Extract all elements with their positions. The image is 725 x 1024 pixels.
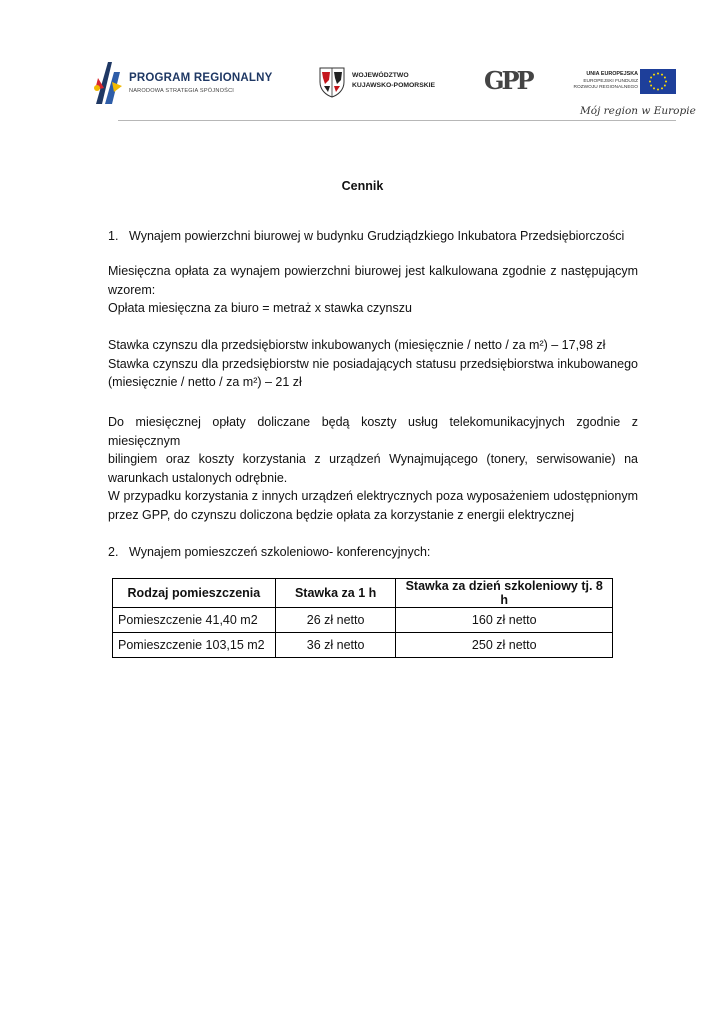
section-1-number: 1. [108,229,119,243]
column-header-room-type: Rodzaj pomieszczenia [113,579,276,608]
coat-of-arms-icon [318,66,346,98]
eu-logo-line3: ROZWOJU REGIONALNEGO [573,85,638,90]
eu-logo [572,68,676,98]
region-name-line2: KUJAWSKO-POMORSKIE [352,82,436,89]
column-header-hourly-rate: Stawka za 1 h [275,579,396,608]
section-1-title: Wynajem powierzchni biurowej w budynku Grudziądzkiego Inkubatora Przedsiębiorczości [129,229,625,243]
eu-logo-line2: EUROPEJSKI FUNDUSZ [583,79,638,84]
rates-line-2: Stawka czynszu dla przedsiębiorstw nie posiadających statusu przedsiębiorstwa inkubowanego [108,356,638,371]
section-2-number: 2. [108,545,119,559]
costs-line-2: bilingiem oraz koszty korzystania z urządzeń Wynajmującego (tonery, serwisowanie) na [108,452,638,466]
section-2-heading [108,545,430,559]
costs-paragraph [108,413,638,524]
formula-line-2: wzorem: [108,282,156,297]
program-regionalny-logo [92,60,272,106]
daily-rate-cell: 160 zł netto [396,608,613,633]
costs-line-5: przez GPP, do czynszu doliczona będzie opłata za korzystanie z energii elektrycznej [108,507,574,522]
costs-line-3: warunkach ustalonych odrębnie. [108,470,288,485]
rates-paragraph [108,336,638,392]
table-row [113,633,613,658]
kujawsko-pomorskie-logo [318,66,448,100]
hourly-rate-cell: 26 zł netto [275,608,396,633]
formula-paragraph [108,262,638,318]
column-header-daily-rate: Stawka za dzień szkoleniowy tj. 8 h [396,579,613,608]
room-type-cell: Pomieszczenie 41,40 m2 [113,608,276,633]
daily-rate-cell: 250 zł netto [396,633,613,658]
gpp-logo [484,66,532,96]
rates-line-1: Stawka czynszu dla przedsiębiorstw inkubowanych (miesięcznie / netto / za m²) – 17,98 zł [108,338,606,352]
room-type-cell: Pomieszczenie 103,15 m2 [113,633,276,658]
section-1-heading [108,229,624,243]
document-title: Cennik [341,179,384,193]
eu-logo-line1: UNIA EUROPEJSKA [586,71,638,77]
formula-line-3: Opłata miesięczna za biuro = metraż x stawka czynszu [108,301,412,315]
region-motto: Mój region w Europie [580,105,696,117]
costs-line-4: W przypadku korzystania z innych urządzeń elektrycznych poza wyposażeniem udostępnionym [108,489,638,503]
region-name-line1: WOJEWÓDZTWO [352,72,409,79]
section-2-title: Wynajem pomieszczeń szkoleniowo- konferencyjnych: [129,545,431,559]
program-regionalny-title: PROGRAM REGIONALNY [129,72,273,84]
table-header-row [113,579,613,608]
header-divider [118,120,676,121]
eu-flag-icon [640,69,676,94]
hourly-rate-cell: 36 zł netto [275,633,396,658]
program-regionalny-emblem-icon [92,60,126,106]
table-row [113,608,613,633]
conference-rooms-table [112,578,613,658]
gpp-logo-text: GPP [484,66,532,95]
formula-line-1: Miesięczna opłata za wynajem powierzchni biurowej jest kalkulowana zgodnie z następującym [108,264,638,278]
rates-line-3: (miesięcznie / netto / za m²) – 21 zł [108,375,302,389]
costs-line-1: Do miesięcznej opłaty doliczane będą koszty usług telekomunikacyjnych zgodnie z miesięcznym [108,415,638,448]
program-regionalny-subtitle: NARODOWA STRATEGIA SPÓJNOŚCI [129,88,235,94]
